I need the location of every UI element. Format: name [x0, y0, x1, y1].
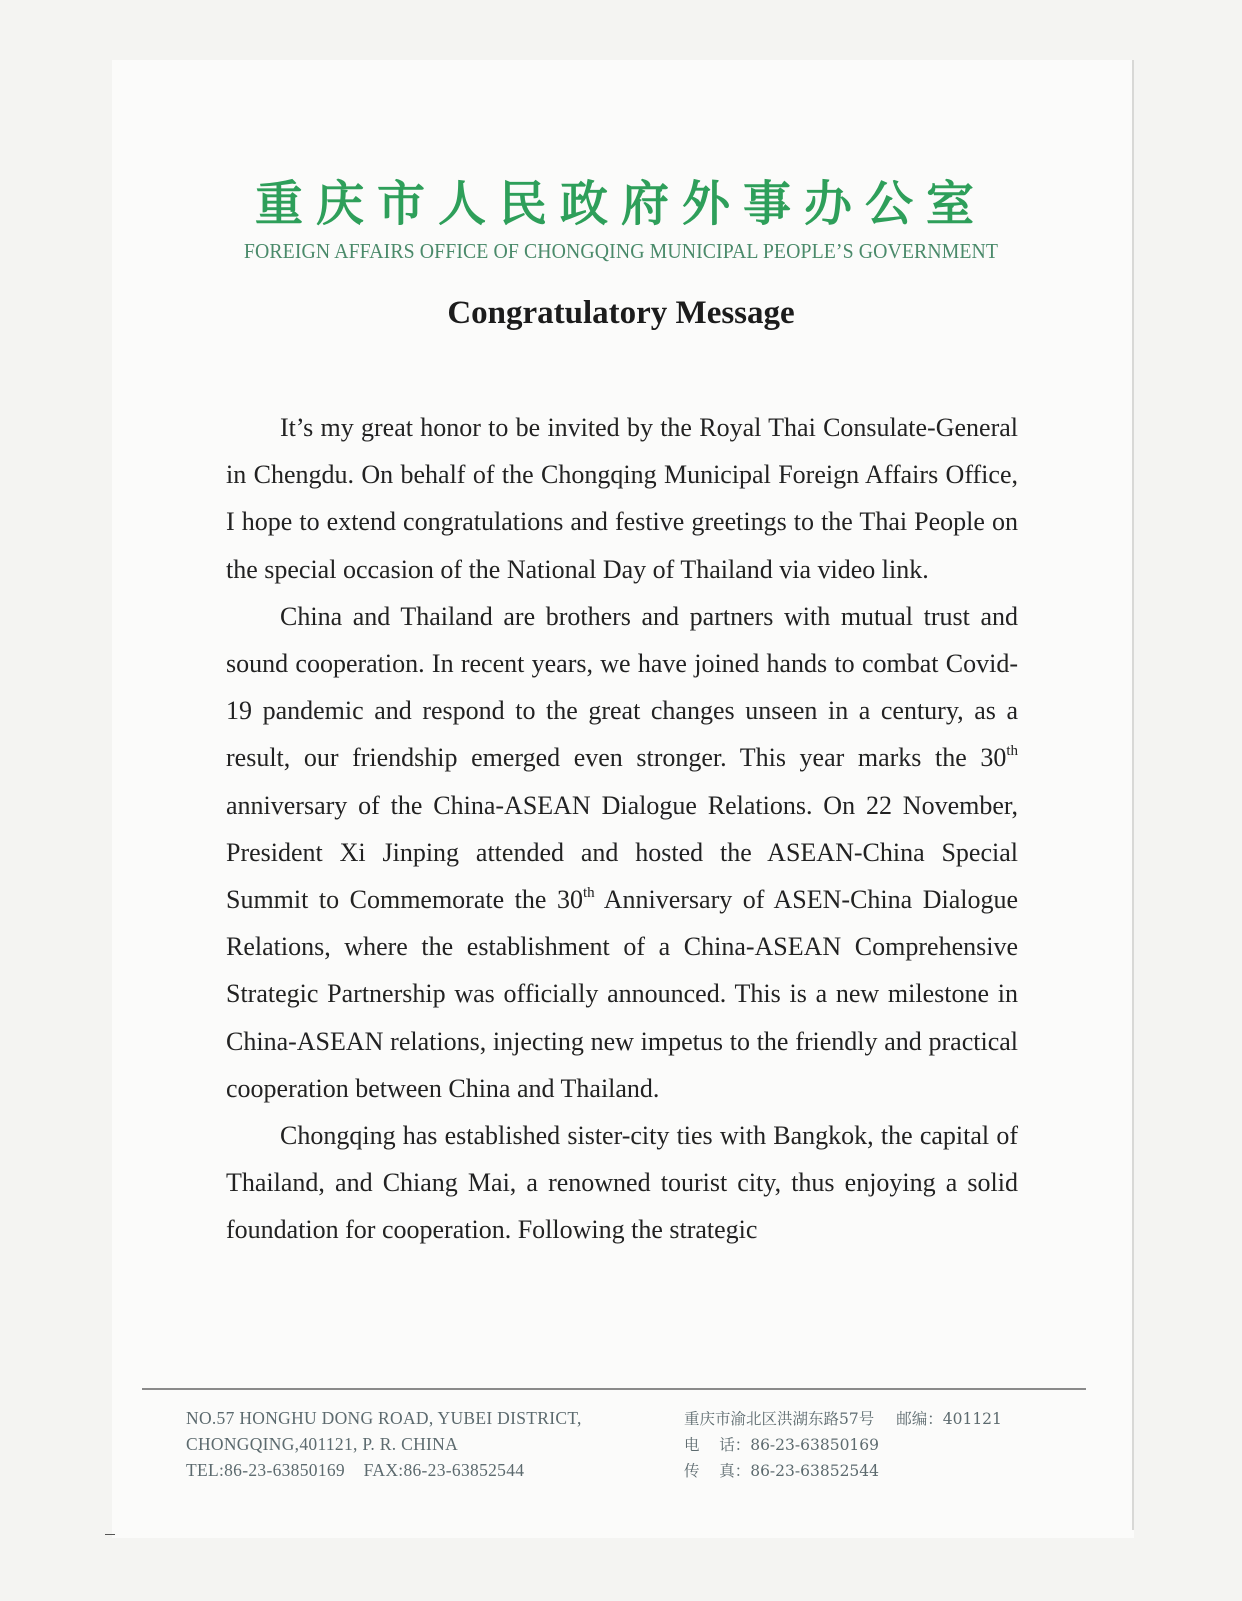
paragraph-2-part-3: Anniversary of ASEN-China Dialogue Relations, where the establishment of a China-ASEAN Comprehensive Strategic Partnership was officially announced. This is a new milestone in China-ASEAN relations, injecting new impetus to the friendly and practical cooperation between China and Thailand. — [226, 885, 1019, 1103]
superscript-th: th — [1006, 743, 1018, 760]
letterhead-english-name: FOREIGN AFFAIRS OFFICE OF CHONGQING MUNICIPAL PEOPLE’S GOVERNMENT — [243, 239, 999, 263]
paragraph-1: It’s my great honor to be invited by the Royal Thai Consulate-General in Chengdu. On behalf of the Chongqing Municipal Foreign Affairs Office, I hope to extend congratulations and festive greetings to the Thai People on the special occasion of the National Day of Thailand via video link. — [226, 413, 1018, 584]
paragraph-2 — [226, 593, 1018, 1112]
footer-cn-tel: 电 话：86-23-63850169 — [684, 1436, 880, 1454]
footer-tel-fax: TEL:86-23-63850169 FAX:86-23-63852544 — [186, 1460, 525, 1480]
document-heading: Congratulatory Message — [447, 295, 795, 331]
scan-mark — [105, 1534, 115, 1535]
paragraph-3: Chongqing has established sister-city ties with Bangkok, the capital of Thailand, and Chiang Mai, a renowned tourist city, thus enjoying a solid foundation for cooperation. Following the strategic — [226, 1121, 1018, 1245]
letterhead-chinese-name: 重庆市人民政府外事办公室 — [254, 176, 987, 232]
footer-cn-postcode: 邮编：401121 — [896, 1410, 1002, 1428]
footer-cn-address: 重庆市渝北区洪湖东路57号 — [684, 1410, 875, 1428]
superscript-th: th — [582, 885, 595, 902]
footer-cn-fax: 传 真：86-23-63852544 — [684, 1462, 880, 1480]
paragraph-2-part-2: anniversary of the China-ASEAN Dialogue Relations. On 22 November, President Xi Jinping attended and hosted the ASEAN-China Special Summit to Commemorate the 30 — [226, 790, 1018, 915]
paragraph-2-part-1: China and Thailand are brothers and partners with mutual trust and sound cooperation. In recent years, we have joined hands to combat Covid-19 pandemic and respond to the great changes unseen in a century, as a result, our friendship emerged even stronger. This year marks the 30 — [226, 601, 1018, 773]
footer-chinese-contact — [684, 1406, 1002, 1484]
letter-body — [226, 404, 1018, 1254]
footer-address-line-1: NO.57 HONGHU DONG ROAD, YUBEI DISTRICT, — [186, 1408, 582, 1428]
footer-english-contact — [186, 1405, 582, 1483]
page-edge — [1132, 60, 1134, 1530]
footer-divider — [142, 1388, 1086, 1390]
footer-address-line-2: CHONGQING,401121, P. R. CHINA — [186, 1434, 459, 1454]
